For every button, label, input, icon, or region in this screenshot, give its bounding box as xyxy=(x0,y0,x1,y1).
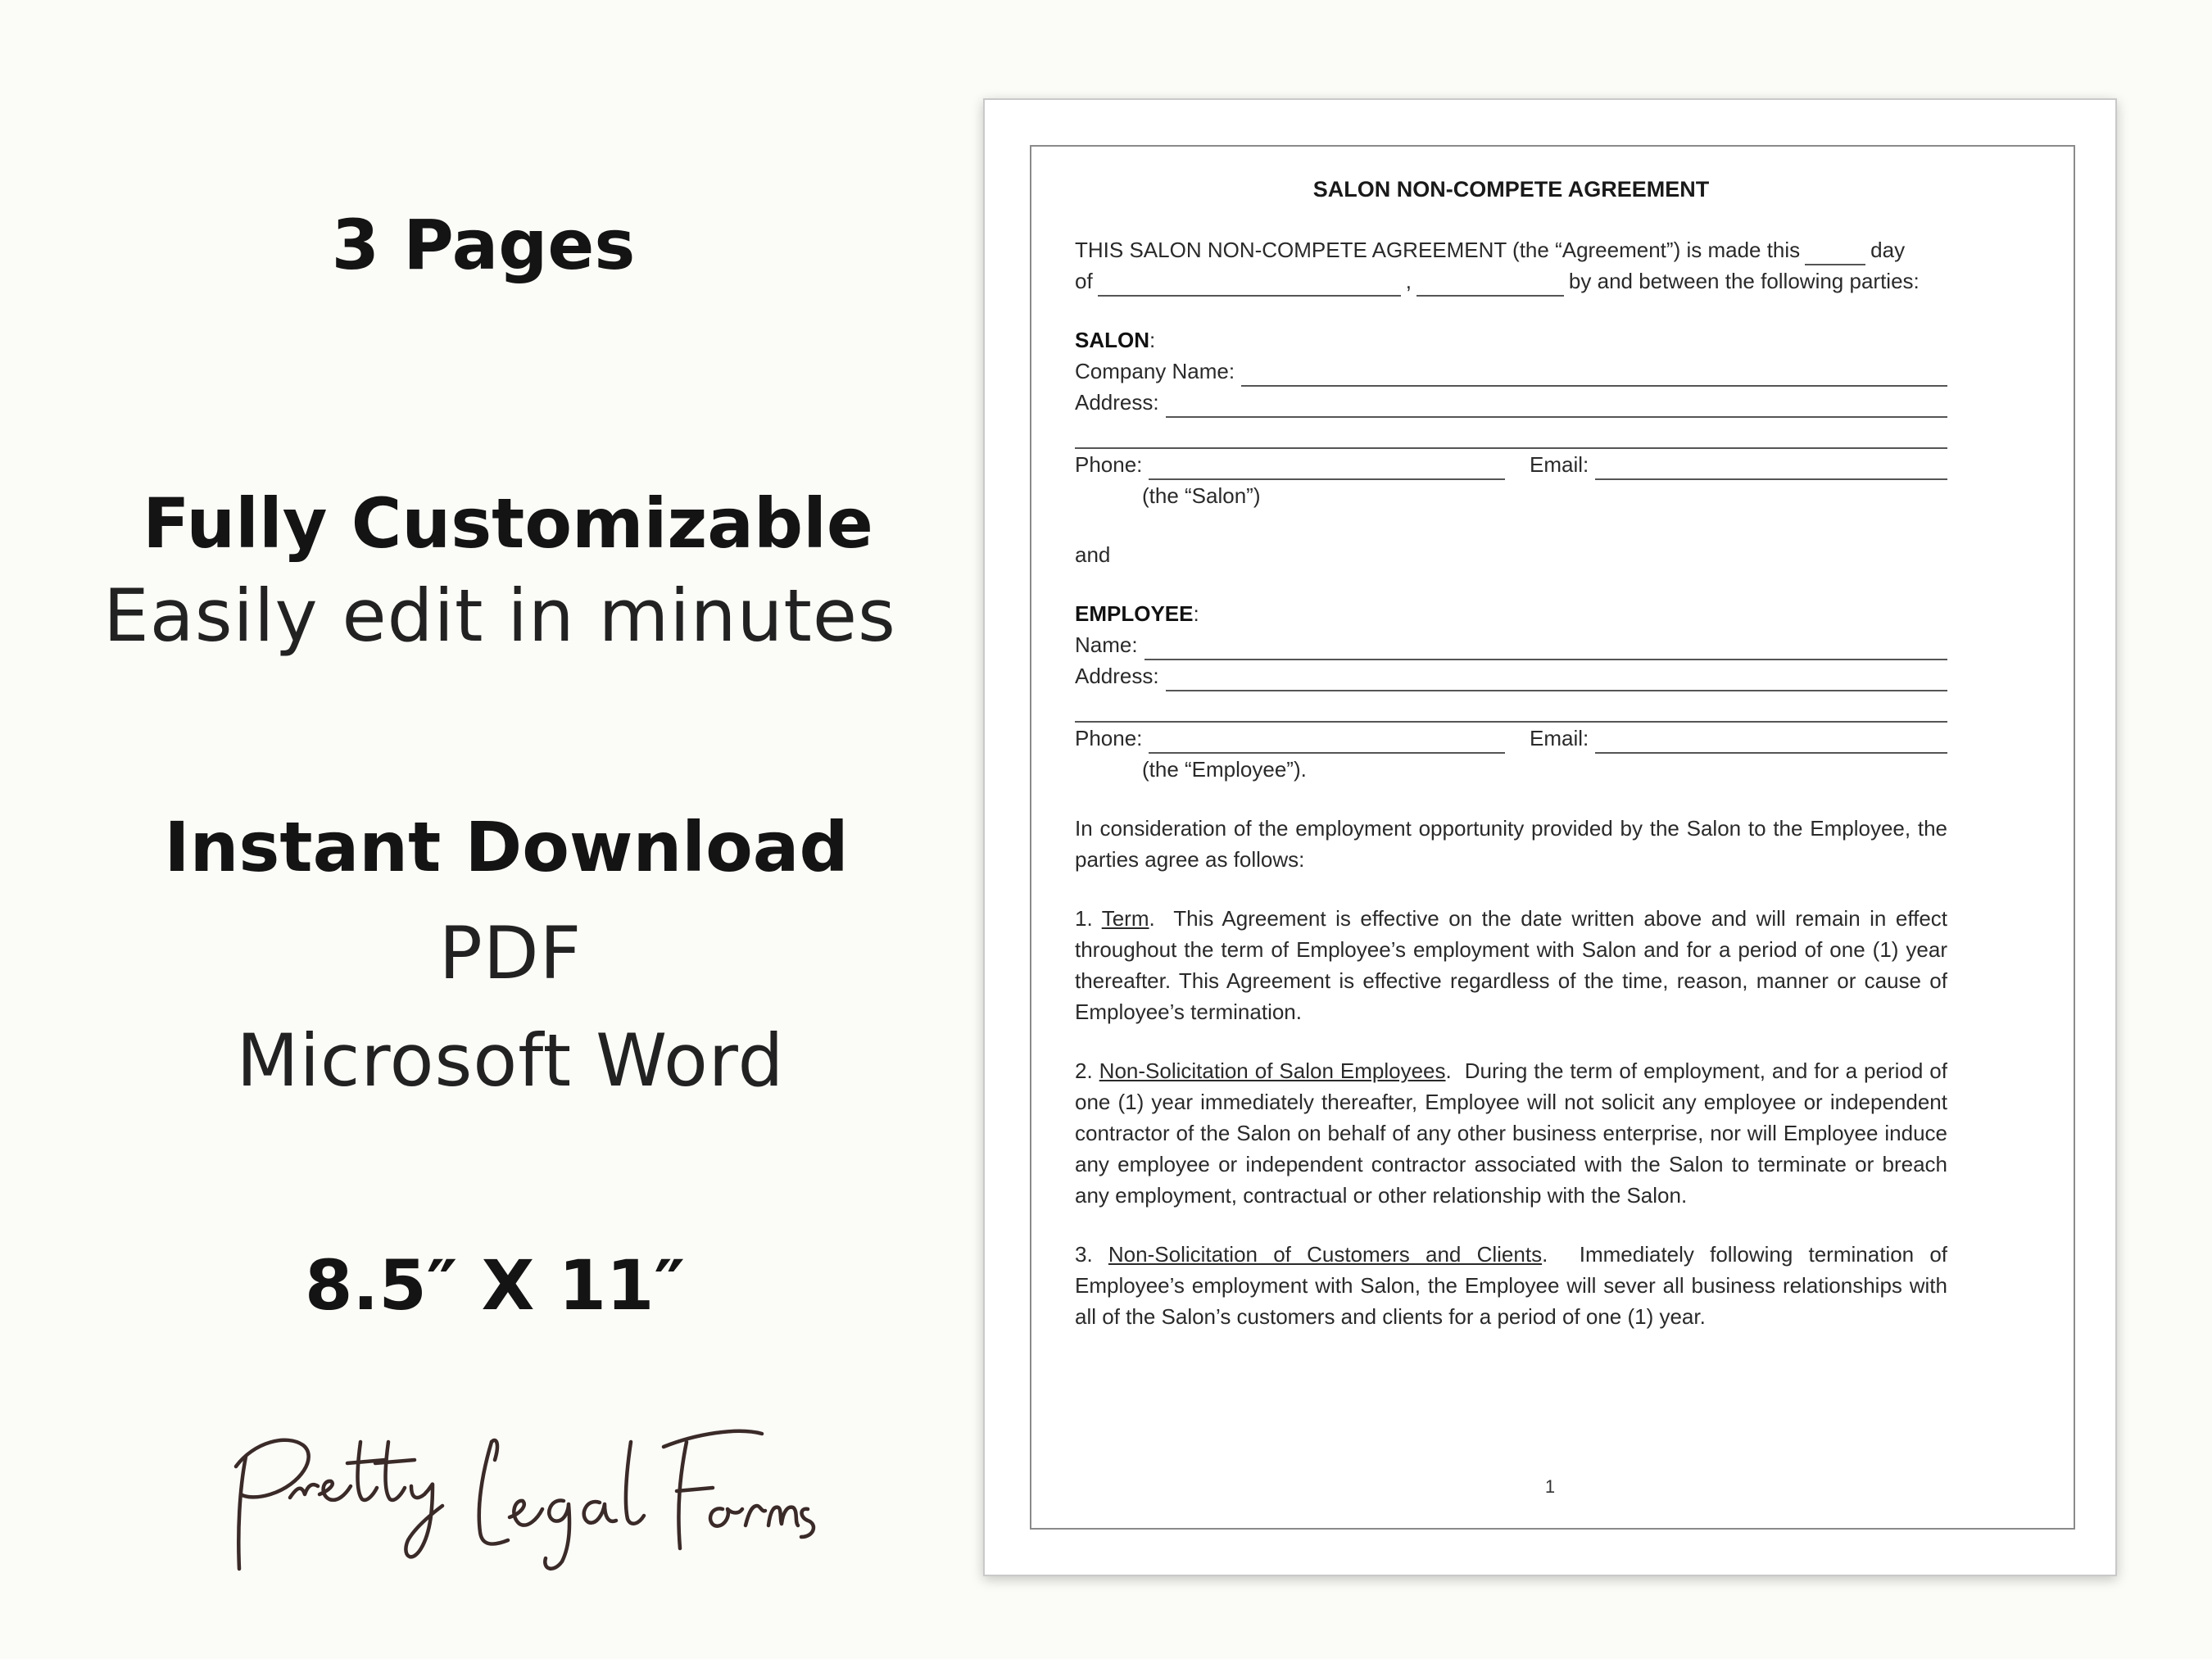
brand-signature-logo xyxy=(221,1409,827,1589)
section-non-solicitation-employees xyxy=(1075,1055,1947,1211)
employee-email-label: Email: xyxy=(1530,726,1589,750)
employee-email-blank xyxy=(1595,731,1947,754)
section-1-text: This Agreement is effective on the date written above and will remain in effect throughout the term of Employee’s employment with Salon and for a period of one (1) year thereafter. This Agreement is effective regardless of the time, reason, manner or cause of Employee’s termination. xyxy=(1075,906,1947,1024)
page-number: 1 xyxy=(1544,1476,1556,1497)
employee-address-label: Address: xyxy=(1075,664,1159,688)
page-count-text: 3 Pages xyxy=(331,205,636,285)
intro-of: of xyxy=(1075,269,1093,293)
and-text: and xyxy=(1075,542,1111,567)
employee-colon: : xyxy=(1193,601,1199,626)
employee-address-blank-2 xyxy=(1075,700,1947,723)
customizable-title: Fully Customizable xyxy=(143,483,873,564)
salon-heading: SALON xyxy=(1075,328,1149,352)
salon-alias: (the “Salon”) xyxy=(1142,483,1261,508)
salon-colon: : xyxy=(1149,328,1156,352)
section-1-period: . xyxy=(1149,906,1155,931)
section-2-title: Non-Solicitation of Salon Employees xyxy=(1099,1058,1446,1083)
year-blank xyxy=(1416,274,1564,297)
intro-text-b: by and between the following parties: xyxy=(1568,269,1920,293)
employee-alias: (the “Employee”). xyxy=(1142,757,1307,782)
section-non-solicitation-customers xyxy=(1075,1239,1947,1332)
employee-phone-blank xyxy=(1149,731,1505,754)
document-body xyxy=(1075,174,1947,1332)
employee-name-blank xyxy=(1145,637,1947,660)
month-blank xyxy=(1098,274,1401,297)
salon-address-blank xyxy=(1166,395,1947,418)
intro-text-a: THIS SALON NON-COMPETE AGREEMENT (the “Agreement”) is made this xyxy=(1075,238,1801,262)
intro-day: day xyxy=(1870,238,1906,262)
customizable-subtitle: Easily edit in minutes xyxy=(103,573,896,658)
salon-address-label: Address: xyxy=(1075,390,1159,415)
section-2-number: 2. xyxy=(1075,1058,1093,1083)
intro-comma: , xyxy=(1405,269,1412,293)
section-3-title: Non-Solicitation of Customers and Clients xyxy=(1108,1242,1543,1267)
salon-phone-label: Phone: xyxy=(1075,452,1143,477)
salon-phone-blank xyxy=(1149,457,1505,480)
signature-icon xyxy=(221,1409,827,1589)
employee-name-label: Name: xyxy=(1075,632,1138,657)
employee-phone-label: Phone: xyxy=(1075,726,1143,750)
employee-address-blank xyxy=(1166,669,1947,691)
section-term xyxy=(1075,903,1947,1027)
company-name-blank xyxy=(1241,364,1947,387)
section-3-text: Immediately following termination of Employee’s employment with Salon, the Employee will sever all business relationships with all of the Salon’s customers and clients for a period of one (1) year. xyxy=(1075,1242,1948,1329)
section-3-period: . xyxy=(1542,1242,1548,1267)
format-pdf: PDF xyxy=(438,911,582,995)
salon-address-blank-2 xyxy=(1075,426,1947,449)
format-word: Microsoft Word xyxy=(236,1018,785,1103)
consideration-paragraph: In consideration of the employment opportunity provided by the Salon to the Employee, the parties agree as follows: xyxy=(1075,816,1947,872)
section-1-title: Term xyxy=(1101,906,1149,931)
promo-panel xyxy=(0,0,1032,1659)
brand-name xyxy=(221,1409,228,1410)
employee-heading: EMPLOYEE xyxy=(1075,601,1194,626)
salon-section xyxy=(1075,324,1947,511)
section-2-period: . xyxy=(1445,1058,1452,1083)
document-title: SALON NON-COMPETE AGREEMENT xyxy=(1312,177,1710,202)
employee-section xyxy=(1075,598,1947,785)
section-1-number: 1. xyxy=(1075,906,1093,931)
document-preview xyxy=(983,98,2117,1576)
section-3-number: 3. xyxy=(1075,1242,1093,1267)
day-blank xyxy=(1805,243,1865,265)
salon-email-blank xyxy=(1595,457,1947,480)
section-2-text: During the term of employment, and for a period of one (1) year immediately thereafter, Employee will not solicit any employee or independent contractor of the Salon on behalf of any other business enterprise, nor will Employee induce any employee or independent contractor associated with the Salon to terminate or breach any employment, contractual or other relationship with the Salon. xyxy=(1075,1058,1947,1208)
salon-email-label: Email: xyxy=(1530,452,1589,477)
download-title: Instant Download xyxy=(164,807,849,887)
page-size-text: 8.5″ X 11″ xyxy=(304,1245,685,1326)
intro-paragraph xyxy=(1075,234,1947,297)
company-name-label: Company Name: xyxy=(1075,359,1235,383)
